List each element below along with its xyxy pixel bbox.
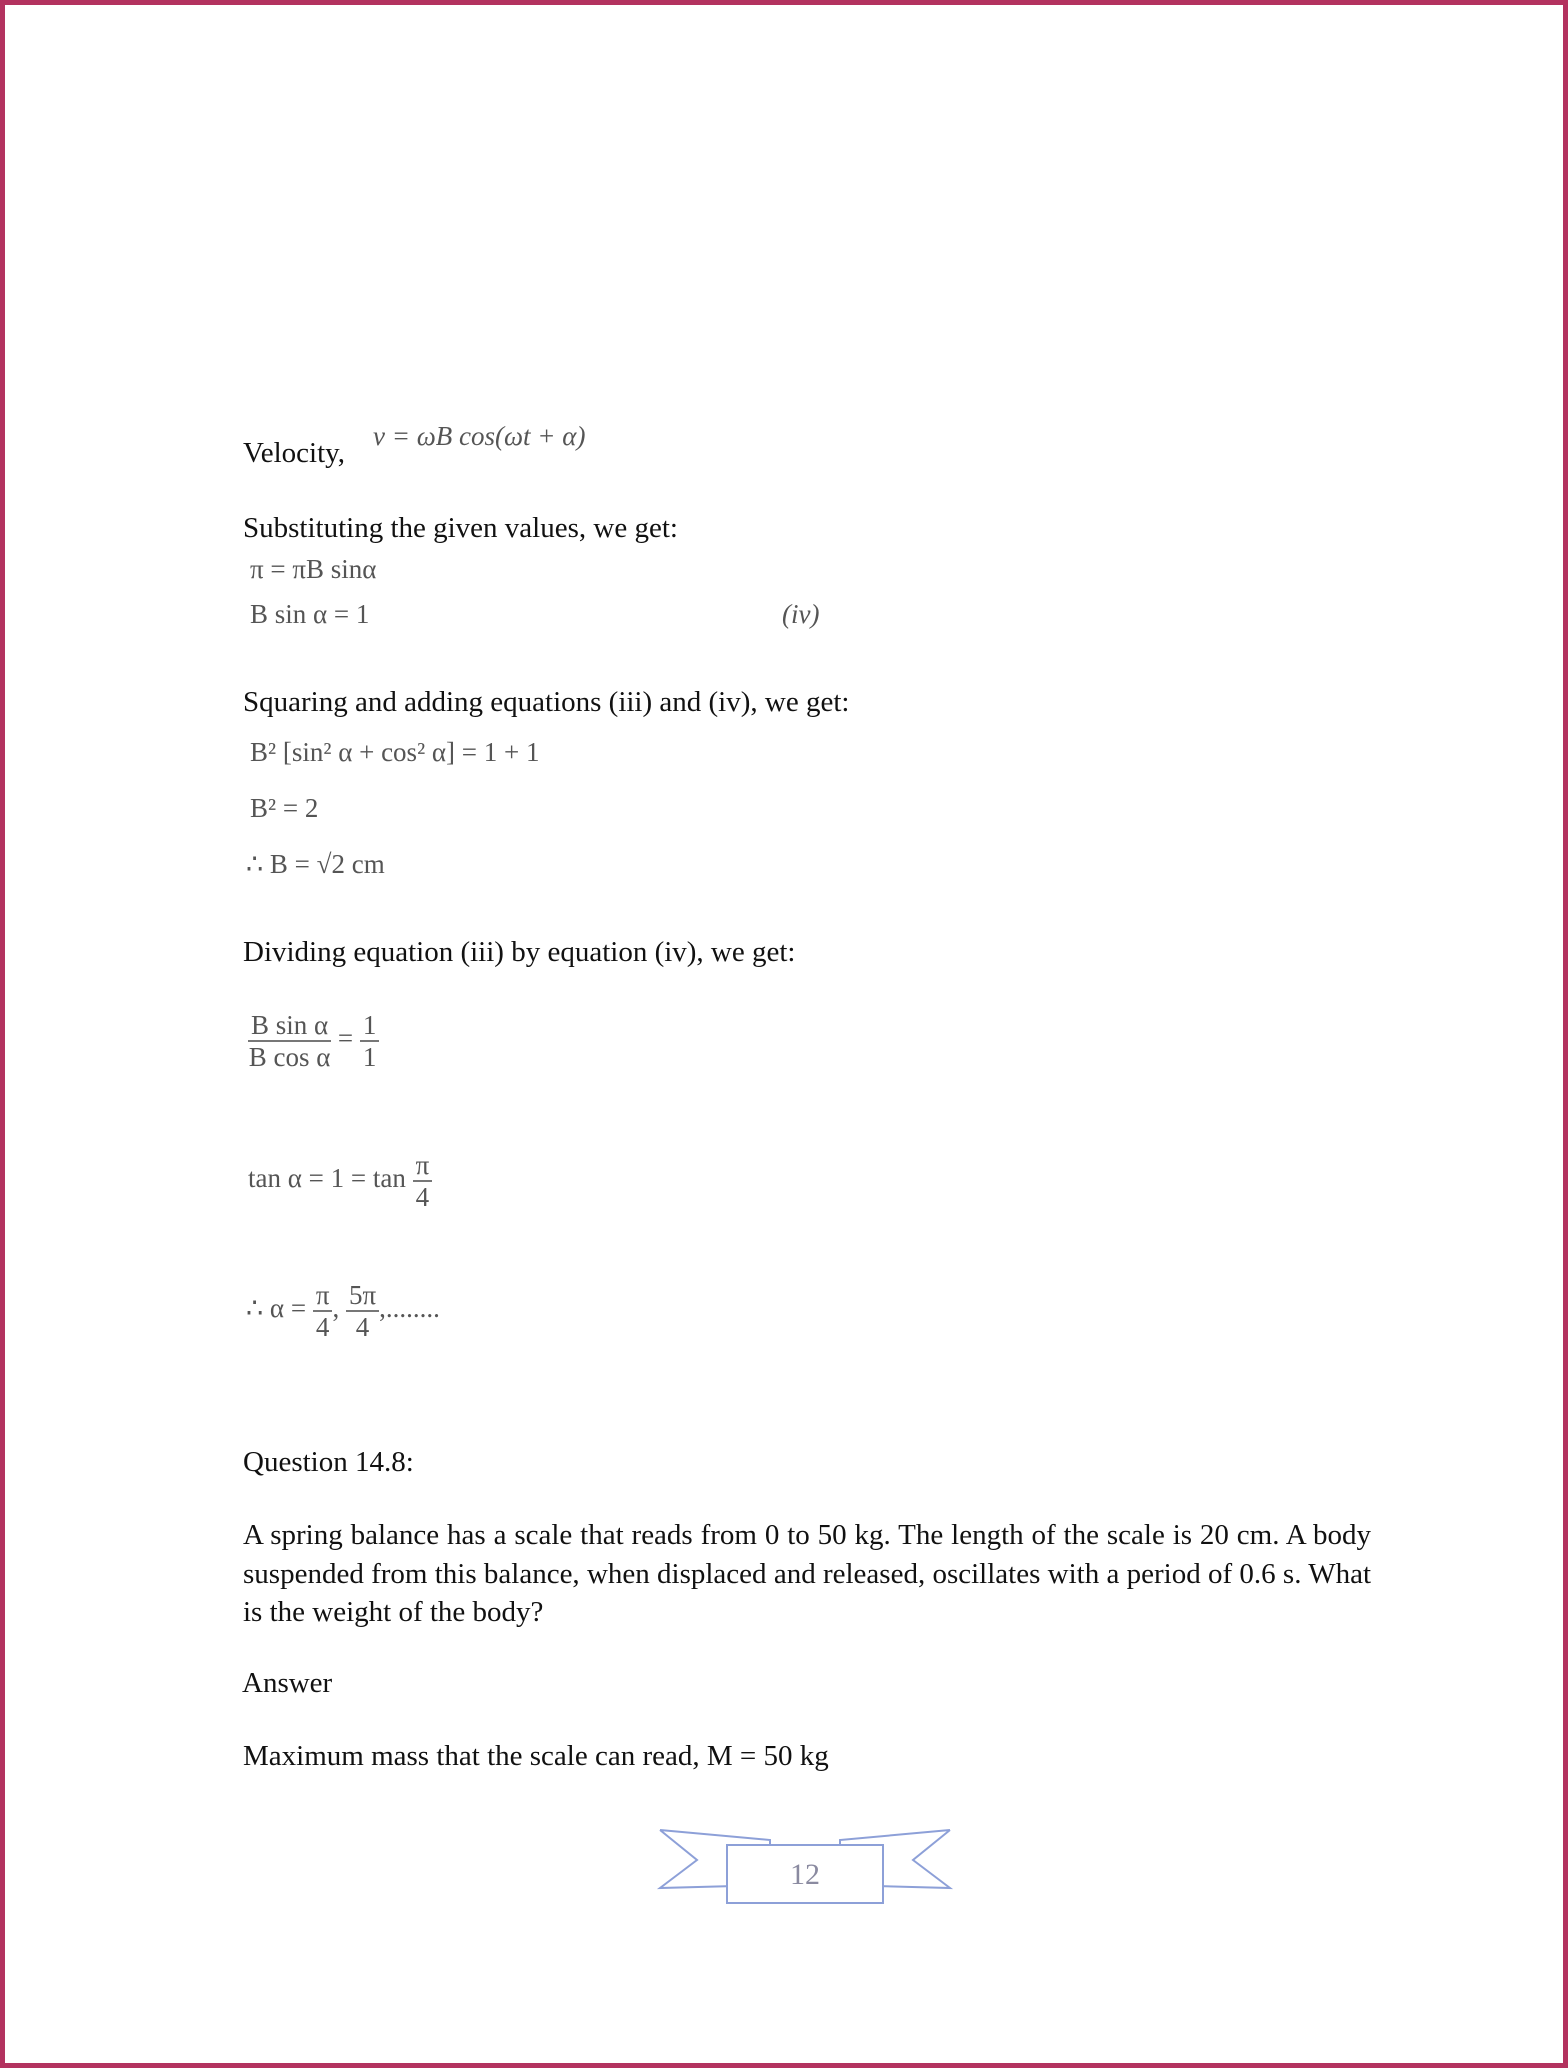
equation-3: B² [sin² α + cos² α] = 1 + 1 xyxy=(250,737,540,767)
ratio-rhs-denominator: 1 xyxy=(362,1042,377,1072)
alpha-lhs: ∴ α = xyxy=(246,1293,307,1324)
substituting-text: Substituting the given values, we get: xyxy=(243,512,678,544)
equation-2: B sin α = 1 xyxy=(250,599,370,629)
dividing-text: Dividing equation (iii) by equation (iv), we get: xyxy=(243,936,796,968)
alpha-1-numerator: π xyxy=(313,1280,333,1312)
answer-text: Maximum mass that the scale can read, M = 50 kg xyxy=(243,1740,829,1772)
tan-equation xyxy=(248,1150,432,1212)
page-number: 12 xyxy=(790,1858,820,1891)
ratio-equation: $\frac{\text{B sin α}}{\text{B cos α}}$ = $\frac{1}{1}$ xyxy=(248,1010,379,1072)
tan-lhs: tan α = 1 = tan xyxy=(248,1163,406,1194)
alpha-tail: ,........ xyxy=(379,1293,440,1324)
question-text: A spring balance has a scale that reads from 0 to 50 kg. The length of the scale is 20 cm. A body suspended from this balance, when displaced and released, oscillates with a period of 0.6 s. What is the weight of the body? xyxy=(243,1519,1371,1628)
velocity-label: Velocity, xyxy=(243,437,346,469)
alpha-2-numerator: 5π xyxy=(346,1280,379,1312)
equation-4: B² = 2 xyxy=(250,793,319,823)
tan-numerator: π xyxy=(413,1150,433,1182)
equation-5: ∴ B = √2 cm xyxy=(246,849,385,879)
alpha-2-denominator: 4 xyxy=(355,1312,370,1342)
tan-denominator: 4 xyxy=(415,1182,430,1212)
equation-1: π = πB sinα xyxy=(250,554,377,584)
velocity-equation: v = ωB cos(ωt + α) xyxy=(373,421,586,451)
ratio-rhs-numerator: 1 xyxy=(360,1010,380,1042)
answer-label: Answer xyxy=(242,1667,333,1699)
ratio-numerator: B sin α xyxy=(248,1010,331,1042)
squaring-text: Squaring and adding equations (iii) and (iv), we get: xyxy=(243,686,850,718)
question-heading: Question 14.8: xyxy=(243,1446,414,1478)
equation-tag-iv: (iv) xyxy=(782,599,820,629)
ratio-denominator: B cos α xyxy=(248,1042,331,1072)
alpha-equation: ∴ α = $\frac{\pi}{4}$ , $\frac{5\pi}{4}$ ,........ xyxy=(246,1280,440,1342)
alpha-1-denominator: 4 xyxy=(315,1312,330,1342)
